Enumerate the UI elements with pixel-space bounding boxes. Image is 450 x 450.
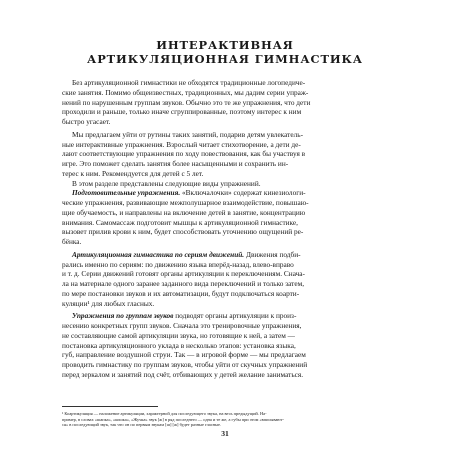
text-line: ческие упражнения, развивающие межполушарное взаимодействие, повышаю- xyxy=(62,198,309,207)
text-line: проводить гимнастику по группам звуков, чтобы уйти от скучных упражнений xyxy=(62,360,308,369)
text-line: не составляющие самой артикуляции звука, но готовящие к ней, а затем — xyxy=(62,330,295,340)
text-line: куляции¹ для любых гласных. xyxy=(62,298,155,308)
footnote-line: ся» в последующий звук, так что он по первым звукам [ш] [ж] будет разные гласные. xyxy=(62,422,221,428)
text-line: В этом разделе представлены следующие виды упражнений. xyxy=(72,178,261,188)
paragraph-1 xyxy=(62,78,388,127)
footnote xyxy=(62,411,388,428)
paragraph-6 xyxy=(62,311,388,379)
text-line: и т. д. Серии движений готовят органы артикуляции к переключениям. Снача- xyxy=(62,269,305,279)
text-line: ные интерактивные упражнения. Взрослый читает стихотворение, а дети де- xyxy=(62,139,301,149)
text-line: Подготовительные упражнения. «Включалочки» содержат кинезиологи- xyxy=(72,188,306,198)
paragraph-5 xyxy=(62,250,388,309)
footnote-line: пример, в словах «шапка», «кошка», «Жучка» звук [ж] в ряд последнего — одна и те же, а губы при этом «вписывают- xyxy=(62,416,284,422)
text-line: рались именно по сериям: по движению языка вперёд-назад, влево-вправо xyxy=(62,259,294,269)
text-line: перед зеркалом и занятий под счёт, отбивающих у детей желание заниматься. xyxy=(62,369,304,379)
footnote-line: ¹ Коартикуляция — наложение артикуляции, характерной для последующего звука, на весь предыдущий. На- xyxy=(62,411,267,416)
section-title-line-2: АРТИКУЛЯЦИОННАЯ ГИМНАСТИКА xyxy=(87,52,363,66)
body-text xyxy=(62,78,388,380)
text-line: ские занятия. Помимо общеизвестных, традиционных, мы дадим серии упраж- xyxy=(62,87,309,97)
text-line: несению конкретных групп звуков. Сначала это тренировочные упражнения, xyxy=(62,321,302,330)
footnote-divider xyxy=(62,406,158,407)
text-line: щие обучаемость, и направлены на включение детей в занятие, концентрацию xyxy=(62,207,306,217)
bold-italic-heading: Упражнения по группам звуков xyxy=(72,311,174,321)
paragraph-2 xyxy=(62,130,388,179)
paragraph-4 xyxy=(62,188,388,247)
text-line: Мы предлагаем уйти от рутины таких занятий, подарив детям увлекатель- xyxy=(72,129,303,139)
text-line: внимания. Самомассаж подготовит мышцы к артикуляционной гимнастике, xyxy=(62,217,298,227)
text-line: лают соответствующие упражнения по ходу повествования, как бы участвуя в xyxy=(62,149,306,159)
text-line: нений по нарушенным группам звуков. Обычно это те же упражнения, что дети xyxy=(62,97,311,107)
text-line: бёнка. xyxy=(62,237,82,246)
text-line: игре. Это поможет сделать занятия более насыщенными и сохранить ин- xyxy=(62,159,289,168)
text-line: Упражнения по группам звуков подводят органы артикуляции к произ- xyxy=(72,311,297,321)
text-line: вызовет прилив крови к ним, будет способствовать уточнению ощущений ре- xyxy=(62,227,304,237)
text-line: проходили и раньше, только иначе сгруппированные, поэтому интерес к ним xyxy=(62,107,302,117)
text-line: Артикуляционная гимнастика по сериям движений. Движения подби- xyxy=(72,249,301,259)
bold-italic-heading: Подготовительные упражнения. xyxy=(72,188,181,198)
paragraph-3 xyxy=(62,179,388,189)
text-line: терес к ним. Рекомендуется для детей с 5 лет. xyxy=(62,168,204,178)
text-line: быстро угасает. xyxy=(62,117,111,126)
text-line: Без артикуляционной гимнастики не обходятся традиционные логопедиче- xyxy=(72,78,306,87)
section-title-line-1: ИНТЕРАКТИВНАЯ xyxy=(156,38,294,52)
text-line: по мере постановки звуков и их автоматизации, будут подключаться коарти- xyxy=(62,288,300,298)
page-number: 31 xyxy=(221,429,229,438)
bold-italic-heading: Артикуляционная гимнастика по сериям движений. xyxy=(72,249,245,259)
section-title xyxy=(62,38,388,66)
text-line: губ, направление воздушной струи. Так — в игровой форме — мы предлагаем xyxy=(62,350,306,360)
text-line: постановка артикуляционного уклада в несколько этапов: установка языка, xyxy=(62,340,296,350)
text-line: ла на материале одного заранее заданного вида переключений и только затем, xyxy=(62,279,305,288)
